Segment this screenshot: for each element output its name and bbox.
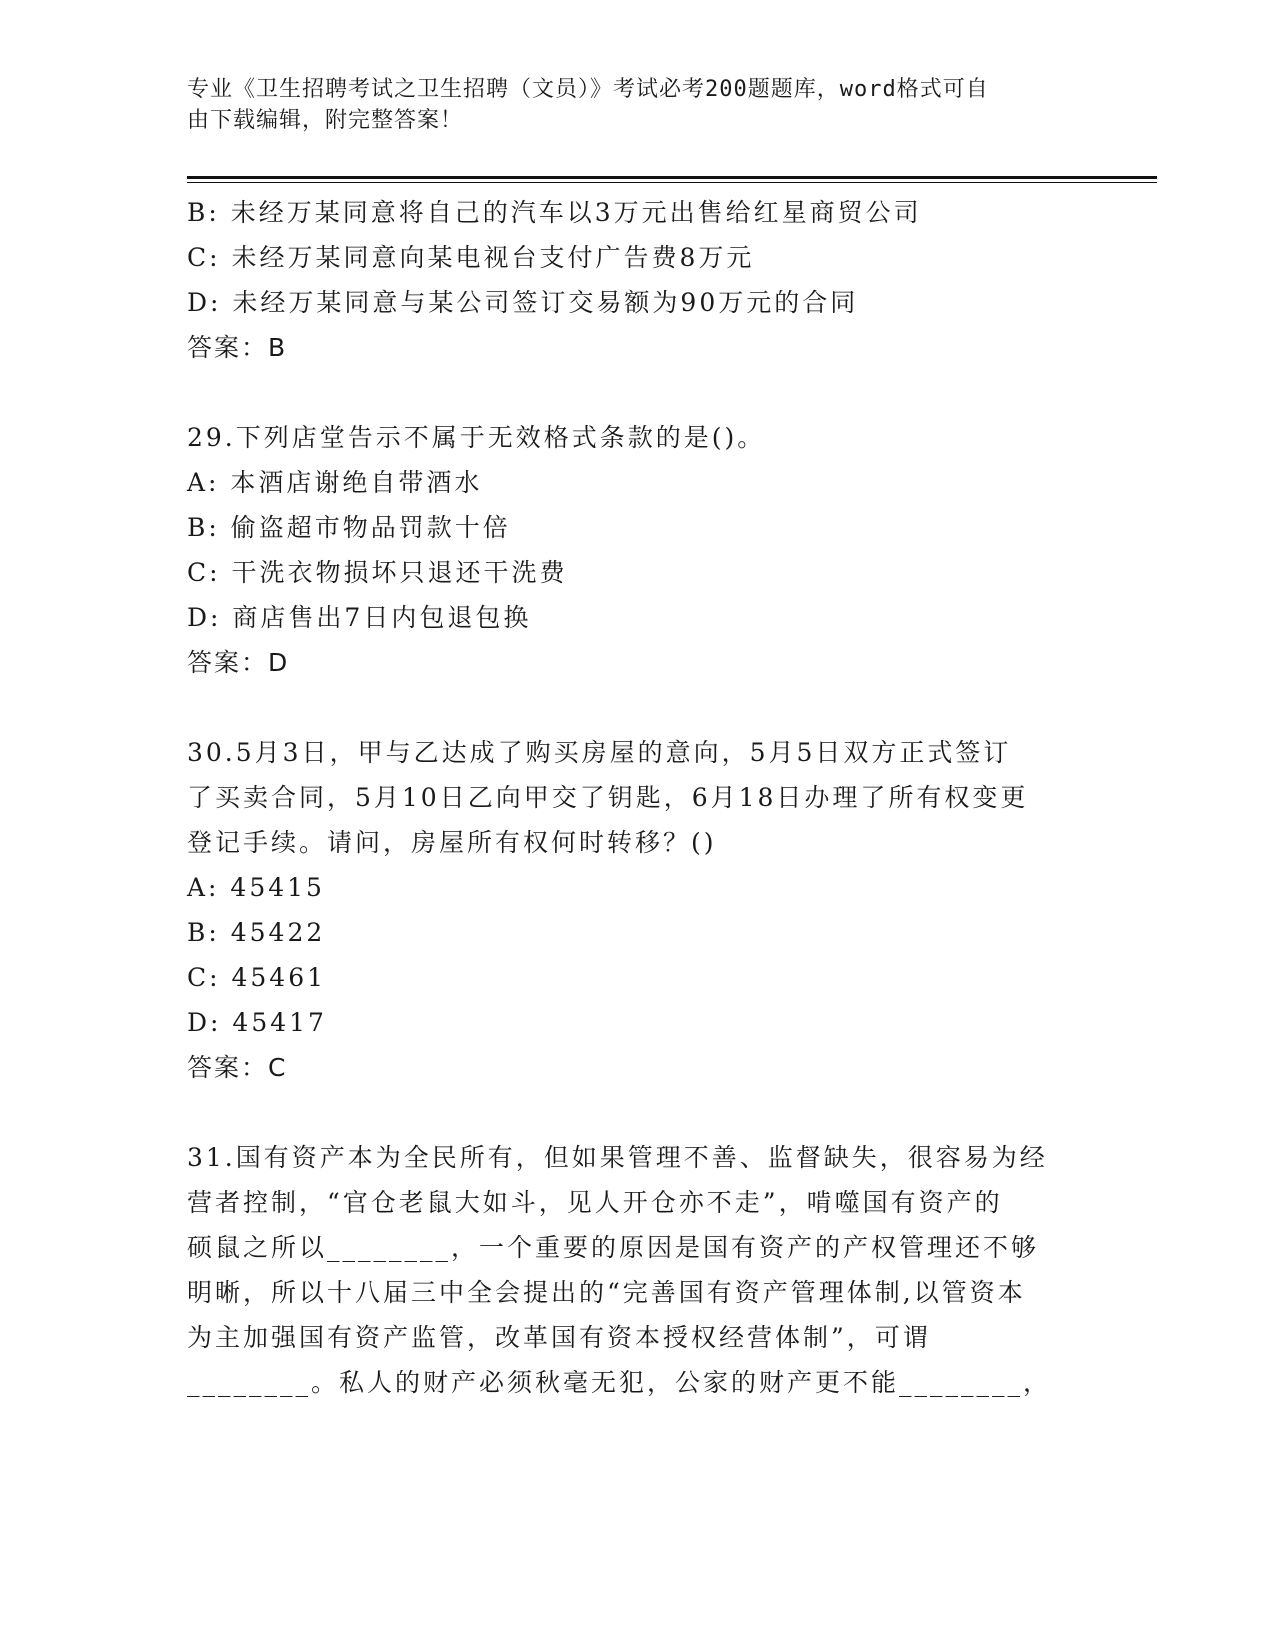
option-c: C: 45461: [187, 963, 327, 992]
header-line-2: 由下载编辑，附完整答案！: [187, 108, 464, 133]
document-header: [187, 74, 1067, 136]
header-line-1: 专业《卫生招聘考试之卫生招聘（文员）》考试必考200题题库，word格式可自: [187, 77, 989, 102]
question-28: [187, 190, 1087, 370]
question-29: [187, 415, 1087, 685]
option-c: C: 未经万某同意向某电视台支付广告费8万元: [187, 243, 755, 272]
option-b: B: 未经万某同意将自己的汽车以3万元出售给红星商贸公司: [187, 198, 922, 227]
option-b: B: 偷盗超市物品罚款十倍: [187, 513, 511, 542]
question-content: [187, 190, 1087, 1405]
question-30: [187, 730, 1087, 1090]
option-b: B: 45422: [187, 918, 326, 947]
spacer: [187, 1090, 1087, 1135]
question-stem-line: 明晰，所以十八届三中全会提出的“完善国有资产管理体制,以管资本: [187, 1278, 1026, 1307]
question-stem-line: 登记手续。请问，房屋所有权何时转移？(): [187, 828, 717, 857]
option-d: D: 商店售出7日内包退包换: [187, 603, 532, 632]
question-stem-line: 营者控制，“官仓老鼠大如斗，见人开仓亦不走”，啃噬国有资产的: [187, 1188, 1003, 1217]
question-stem-line: 了买卖合同，5月10日乙向甲交了钥匙，6月18日办理了所有权变更: [187, 783, 1029, 812]
header-divider-thick: [187, 176, 1157, 179]
answer-label: 答案：B: [187, 333, 288, 362]
answer-label: 答案：D: [187, 648, 290, 677]
question-31: [187, 1135, 1087, 1405]
option-d: D: 未经万某同意与某公司签订交易额为90万元的合同: [187, 288, 859, 317]
spacer: [187, 685, 1087, 730]
question-stem-line: 为主加强国有资产监管，改革国有资本授权经营体制”，可谓: [187, 1323, 931, 1352]
option-c: C: 干洗衣物损坏只退还干洗费: [187, 558, 568, 587]
answer-label: 答案：C: [187, 1053, 288, 1082]
question-stem-line: ________。私人的财产必须秋毫无犯，公家的财产更不能________，: [187, 1368, 1052, 1397]
question-stem: 29.下列店堂告示不属于无效格式条款的是()。: [187, 423, 766, 452]
question-stem-line: 硕鼠之所以________，一个重要的原因是国有资产的产权管理还不够: [187, 1233, 1040, 1262]
header-divider-thin: [187, 182, 1157, 183]
question-stem-line: 30.5月3日，甲与乙达成了购买房屋的意向，5月5日双方正式签订: [187, 738, 1012, 767]
option-d: D: 45417: [187, 1008, 327, 1037]
option-a: A: 本酒店谢绝自带酒水: [187, 468, 483, 497]
question-stem-line: 31.国有资产本为全民所有，但如果管理不善、监督缺失，很容易为经: [187, 1143, 1048, 1172]
option-a: A: 45415: [187, 873, 325, 902]
spacer: [187, 370, 1087, 415]
